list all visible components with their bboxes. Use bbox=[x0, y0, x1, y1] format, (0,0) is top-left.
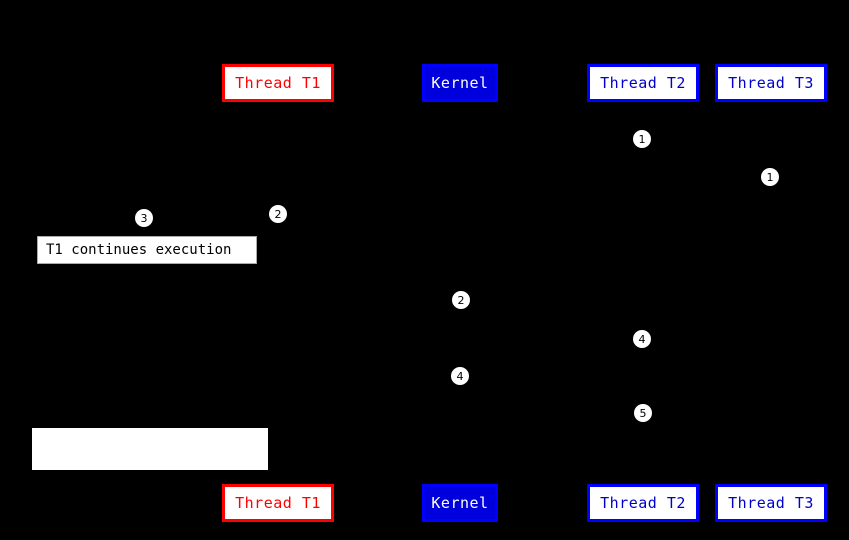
step-marker bbox=[451, 367, 469, 385]
step-marker-label: 2 bbox=[274, 207, 282, 221]
footer-node-t1 bbox=[222, 484, 334, 522]
lifeline-t2 bbox=[643, 102, 644, 484]
lifeline-t1 bbox=[278, 102, 279, 484]
lifeline-t3 bbox=[771, 102, 772, 484]
step-marker bbox=[269, 205, 287, 223]
step-marker bbox=[633, 130, 651, 148]
footer-node-kernel-label: Kernel bbox=[431, 494, 489, 512]
header-node-t1 bbox=[222, 64, 334, 102]
header-node-kernel bbox=[422, 64, 498, 102]
header-node-kernel-label: Kernel bbox=[431, 74, 489, 92]
footer-node-kernel bbox=[422, 484, 498, 522]
blank-note-box bbox=[32, 428, 268, 470]
note-t1-continues bbox=[37, 236, 257, 264]
footer-node-t3-label: Thread T3 bbox=[728, 494, 814, 512]
header-node-t2 bbox=[587, 64, 699, 102]
step-marker bbox=[633, 330, 651, 348]
header-node-t2-label: Thread T2 bbox=[600, 74, 686, 92]
footer-node-t2-label: Thread T2 bbox=[600, 494, 686, 512]
step-marker-label: 4 bbox=[456, 369, 464, 383]
step-marker-label: 2 bbox=[457, 293, 465, 307]
header-node-t3-label: Thread T3 bbox=[728, 74, 814, 92]
step-marker-label: 4 bbox=[638, 332, 646, 346]
step-marker-label: 1 bbox=[638, 132, 646, 146]
step-marker bbox=[135, 209, 153, 227]
step-marker bbox=[452, 291, 470, 309]
note-t1-continues-label: T1 continues execution bbox=[46, 242, 232, 258]
footer-node-t3 bbox=[715, 484, 827, 522]
footer-node-t2 bbox=[587, 484, 699, 522]
step-marker-label: 1 bbox=[766, 170, 774, 184]
header-node-t3 bbox=[715, 64, 827, 102]
footer-node-t1-label: Thread T1 bbox=[235, 494, 321, 512]
header-node-t1-label: Thread T1 bbox=[235, 74, 321, 92]
step-marker-label: 5 bbox=[639, 406, 647, 420]
step-marker bbox=[761, 168, 779, 186]
step-marker bbox=[634, 404, 652, 422]
step-marker-label: 3 bbox=[140, 211, 148, 225]
